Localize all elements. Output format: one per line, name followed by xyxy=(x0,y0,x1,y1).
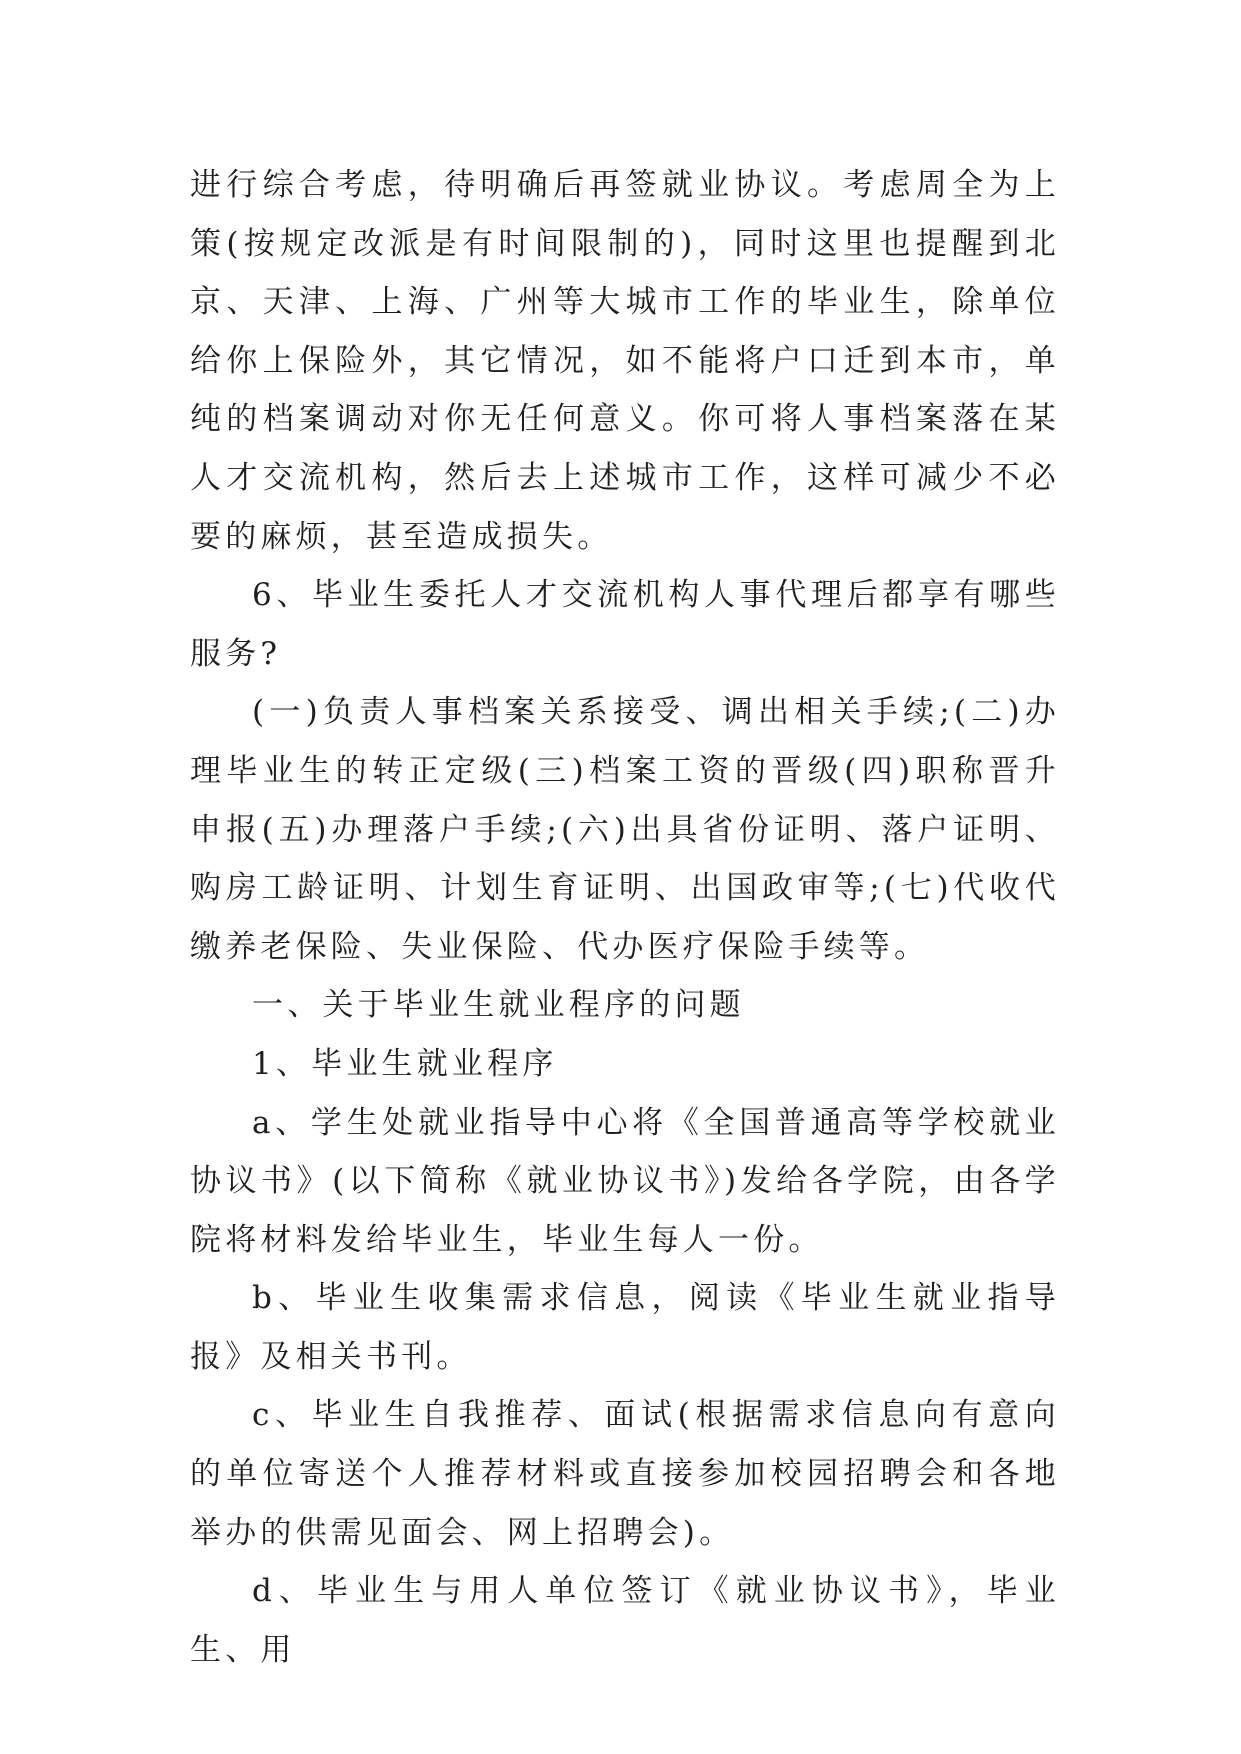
list-item-d: d、毕业生与用人单位签订《就业协议书》，毕业生、用 xyxy=(190,1573,1060,1668)
section-heading: 一、关于毕业生就业程序的问题 xyxy=(252,987,745,1024)
subsection-heading: 1、毕业生就业程序 xyxy=(252,1045,558,1082)
paragraph-services-list: (一)负责人事档案关系接受、调出相关手续;(二)办理毕业生的转正定级(三)档案工资的晋级(四)职称晋升申报(五)办理落户手续;(六)出具省份证明、落户证明、购房工龄证明、计划生育证明、出国政审等;(七)代收代缴养老保险、失业保险、代办医疗保险手续等。 xyxy=(190,694,1060,965)
list-item-c: c、毕业生自我推荐、面试(根据需求信息向有意向的单位寄送个人推荐材料或直接参加校园招聘会和各地举办的供需见面会、网上招聘会)。 xyxy=(190,1397,1060,1551)
list-item-a: a、学生处就业指导中心将《全国普通高等学校就业协议书》(以下简称《就业协议书》)发给各学院，由各学院将材料发给毕业生，毕业生每人一份。 xyxy=(190,1104,1060,1258)
document-body xyxy=(190,156,1060,1679)
paragraph-continued: 进行综合考虑，待明确后再签就业协议。考虑周全为上策(按规定改派是有时间限制的)，同时这里也提醒到北京、天津、上海、广州等大城市工作的毕业生，除单位给你上保险外，其它情况，如不能将户口迁到本市，单纯的档案调动对你无任何意义。你可将人事档案落在某人才交流机构，然后去上述城市工作，这样可减少不必要的麻烦，甚至造成损失。 xyxy=(190,167,1060,555)
paragraph-question-6: 6、毕业生委托人才交流机构人事代理后都享有哪些服务? xyxy=(190,577,1060,672)
list-item-b: b、毕业生收集需求信息，阅读《毕业生就业指导报》及相关书刊。 xyxy=(190,1280,1060,1375)
